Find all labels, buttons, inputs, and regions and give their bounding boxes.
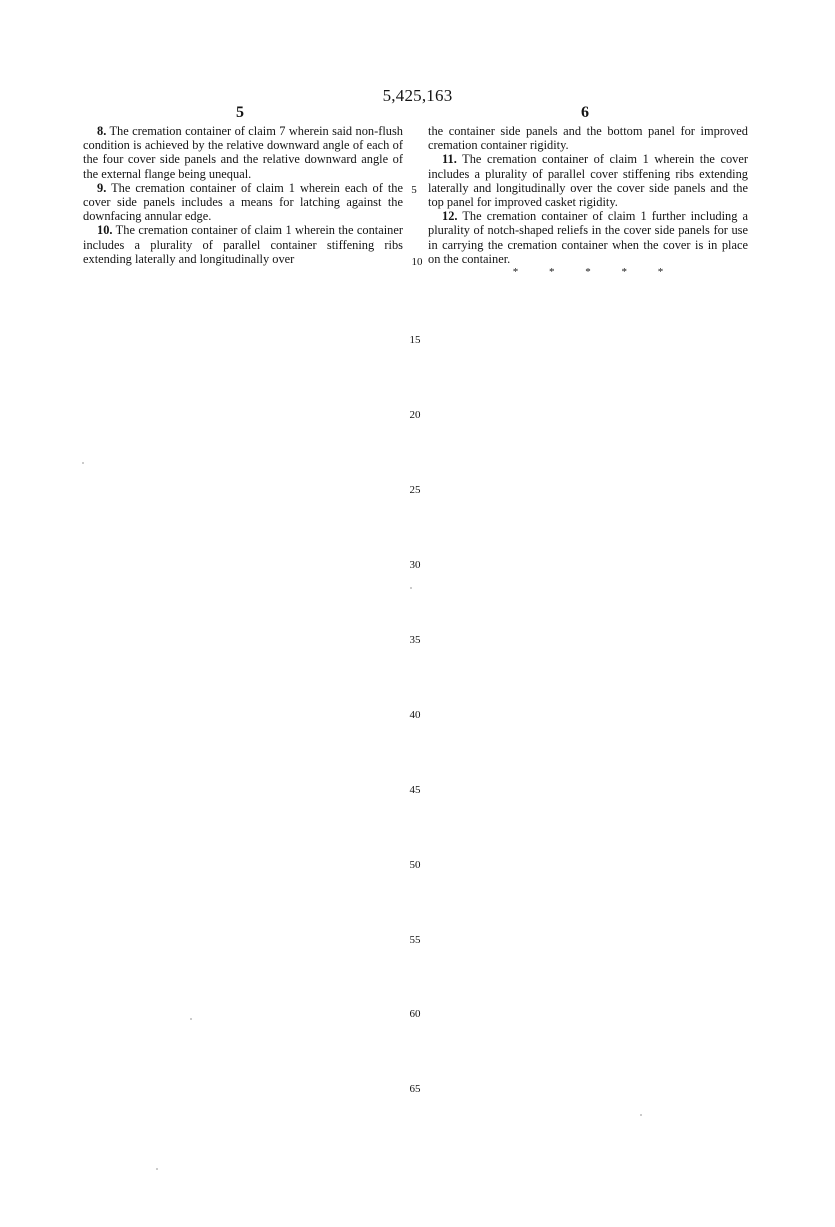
line-number-25: 25 bbox=[409, 484, 421, 496]
claim-11: 11. The cremation container of claim 1 wherein the cover includes a plurality of parallel cover stiffening ribs extending laterally and longitudinally over the cover side panels and the top panel for improved casket rigidity. bbox=[428, 152, 748, 210]
claim-12: 12. The cremation container of claim 1 further including a plurality of notch-shaped reliefs in the cover side panels for use in carrying the cremation container when the cover is in place on the container. bbox=[428, 209, 748, 266]
scan-speck bbox=[640, 1114, 642, 1116]
line-number-10: 10 bbox=[411, 256, 423, 268]
line-number-15: 15 bbox=[409, 334, 421, 346]
line-number-35: 35 bbox=[409, 634, 421, 646]
line-number-60: 60 bbox=[409, 1008, 421, 1020]
line-number-55: 55 bbox=[409, 934, 421, 946]
line-number-45: 45 bbox=[409, 784, 421, 796]
scan-speck bbox=[82, 462, 84, 464]
scan-speck bbox=[190, 1018, 192, 1020]
right-text-column bbox=[428, 124, 748, 279]
claim-8: 8. The cremation container of claim 7 wherein said non-flush condition is achieved by the relative downward angle of each of the four cover side panels and the relative downward angle of the external flange being unequal. bbox=[83, 124, 403, 181]
line-number-40: 40 bbox=[409, 709, 421, 721]
patent-number: 5,425,163 bbox=[382, 86, 453, 105]
left-column-number: 5 bbox=[236, 104, 244, 121]
claim-9: 9. The cremation container of claim 1 wherein each of the cover side panels includes a means for latching against the downfacing annular edge. bbox=[83, 180, 403, 224]
right-column-number: 6 bbox=[581, 104, 589, 121]
left-text-column bbox=[83, 124, 403, 266]
line-number-30: 30 bbox=[409, 559, 421, 571]
line-number-20: 20 bbox=[409, 409, 421, 421]
claim-10-continuation: the container side panels and the bottom panel for improved cremation container rigidity. bbox=[428, 124, 748, 153]
scan-speck bbox=[156, 1168, 158, 1170]
scan-speck bbox=[410, 587, 412, 589]
line-number-5: 5 bbox=[411, 184, 417, 196]
end-of-document-marks: * * * * * bbox=[512, 266, 678, 279]
line-number-50: 50 bbox=[409, 859, 421, 871]
claim-10: 10. The cremation container of claim 1 wherein the container includes a plurality of parallel container stiffening ribs extending laterally and longitudinally over bbox=[83, 223, 403, 266]
line-number-65: 65 bbox=[409, 1083, 421, 1095]
